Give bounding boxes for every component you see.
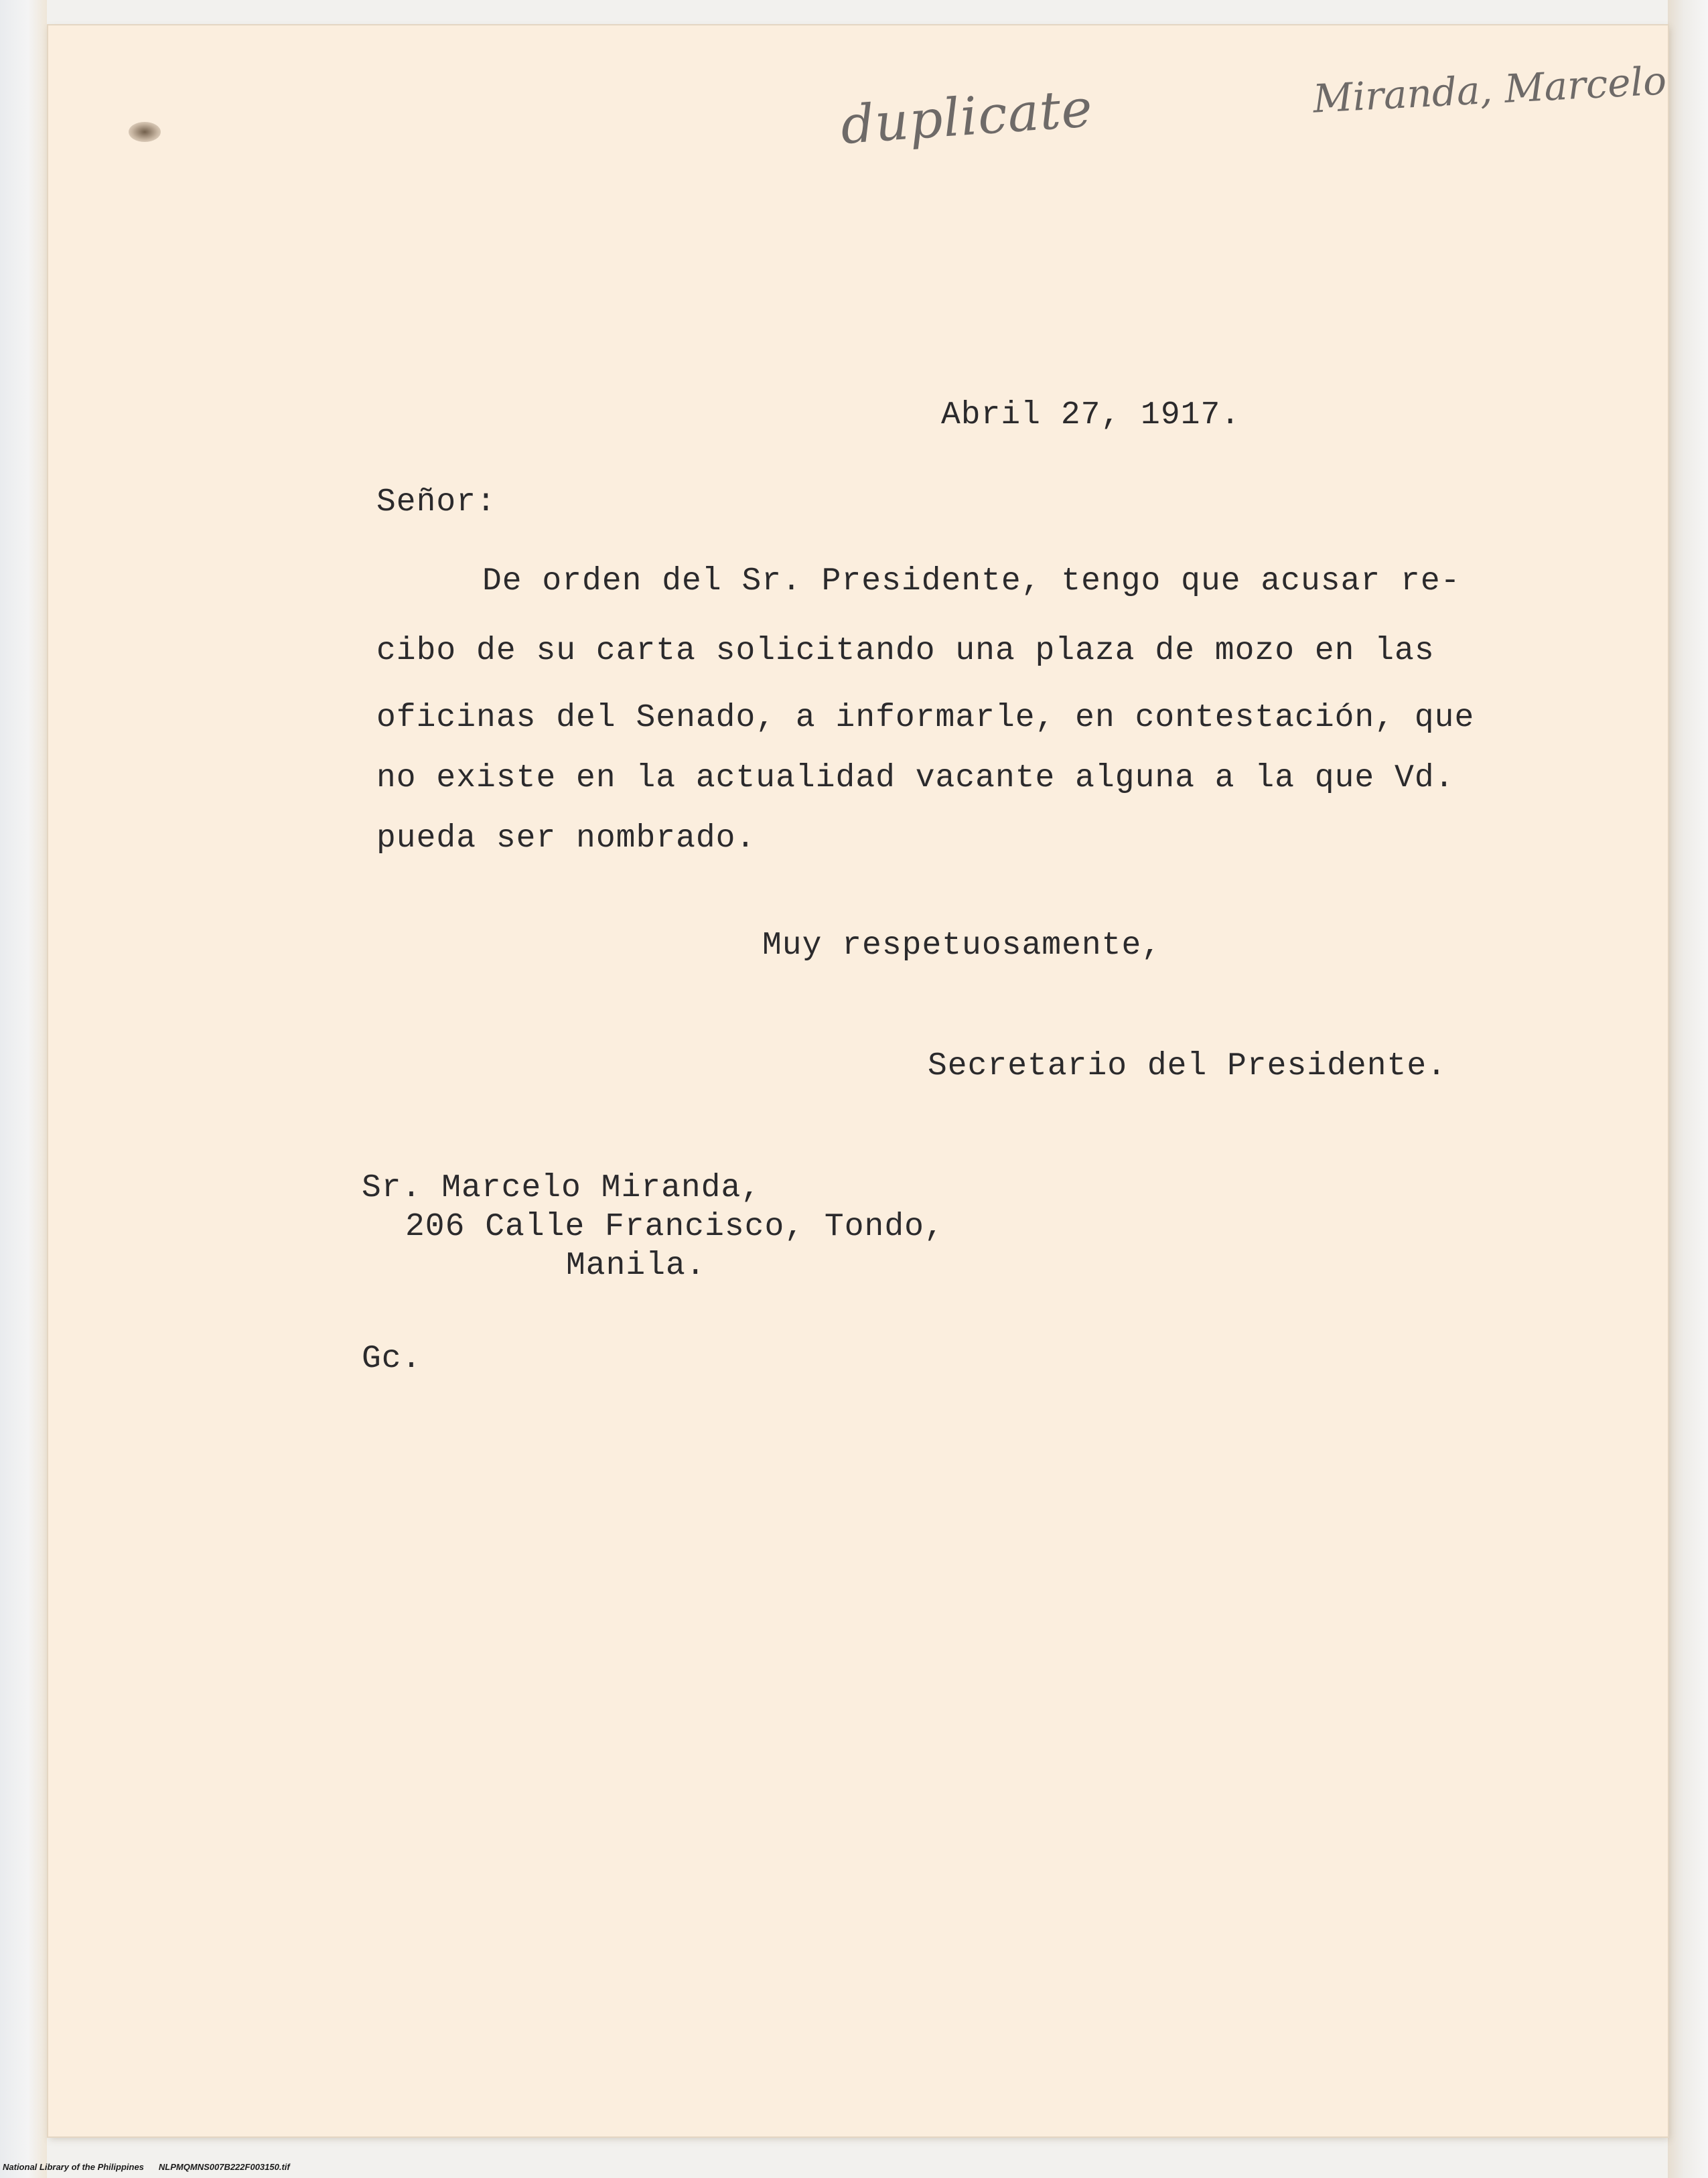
scan-margin-left [0,0,47,2178]
body-line-3: oficinas del Senado, a informarle, en contestación, que [376,700,1475,736]
handwritten-filing-name: Miranda, Marcelo [1311,58,1668,122]
handwritten-duplicate-note: duplicate [839,78,1095,157]
body-line-2: cibo de su carta solicitando una plaza de mozo en las [376,633,1435,669]
footer-file-id: NLPMQMNS007B222F003150.tif [158,2162,290,2172]
signature-title: Secretario del Presidente. [928,1048,1447,1084]
typist-initials: Gc. [362,1341,422,1377]
scan-footer [3,2162,290,2172]
body-line-4: no existe en la actualidad vacante alguna a la que Vd. [376,760,1455,796]
body-line-5: pueda ser nombrado. [376,820,756,857]
footer-library: National Library of the Philippines [3,2162,144,2172]
recipient-city: Manila. [566,1248,706,1284]
scan-margin-right [1668,0,1708,2178]
letter-closing: Muy respetuosamente, [762,928,1162,964]
letter-salutation: Señor: [376,484,496,520]
paper-stain [129,122,161,142]
letter-date: Abril 27, 1917. [941,397,1241,433]
recipient-name: Sr. Marcelo Miranda, [362,1170,762,1206]
body-line-1: De orden del Sr. Presidente, tengo que acusar re- [482,563,1461,599]
recipient-street: 206 Calle Francisco, Tondo, [405,1209,944,1245]
